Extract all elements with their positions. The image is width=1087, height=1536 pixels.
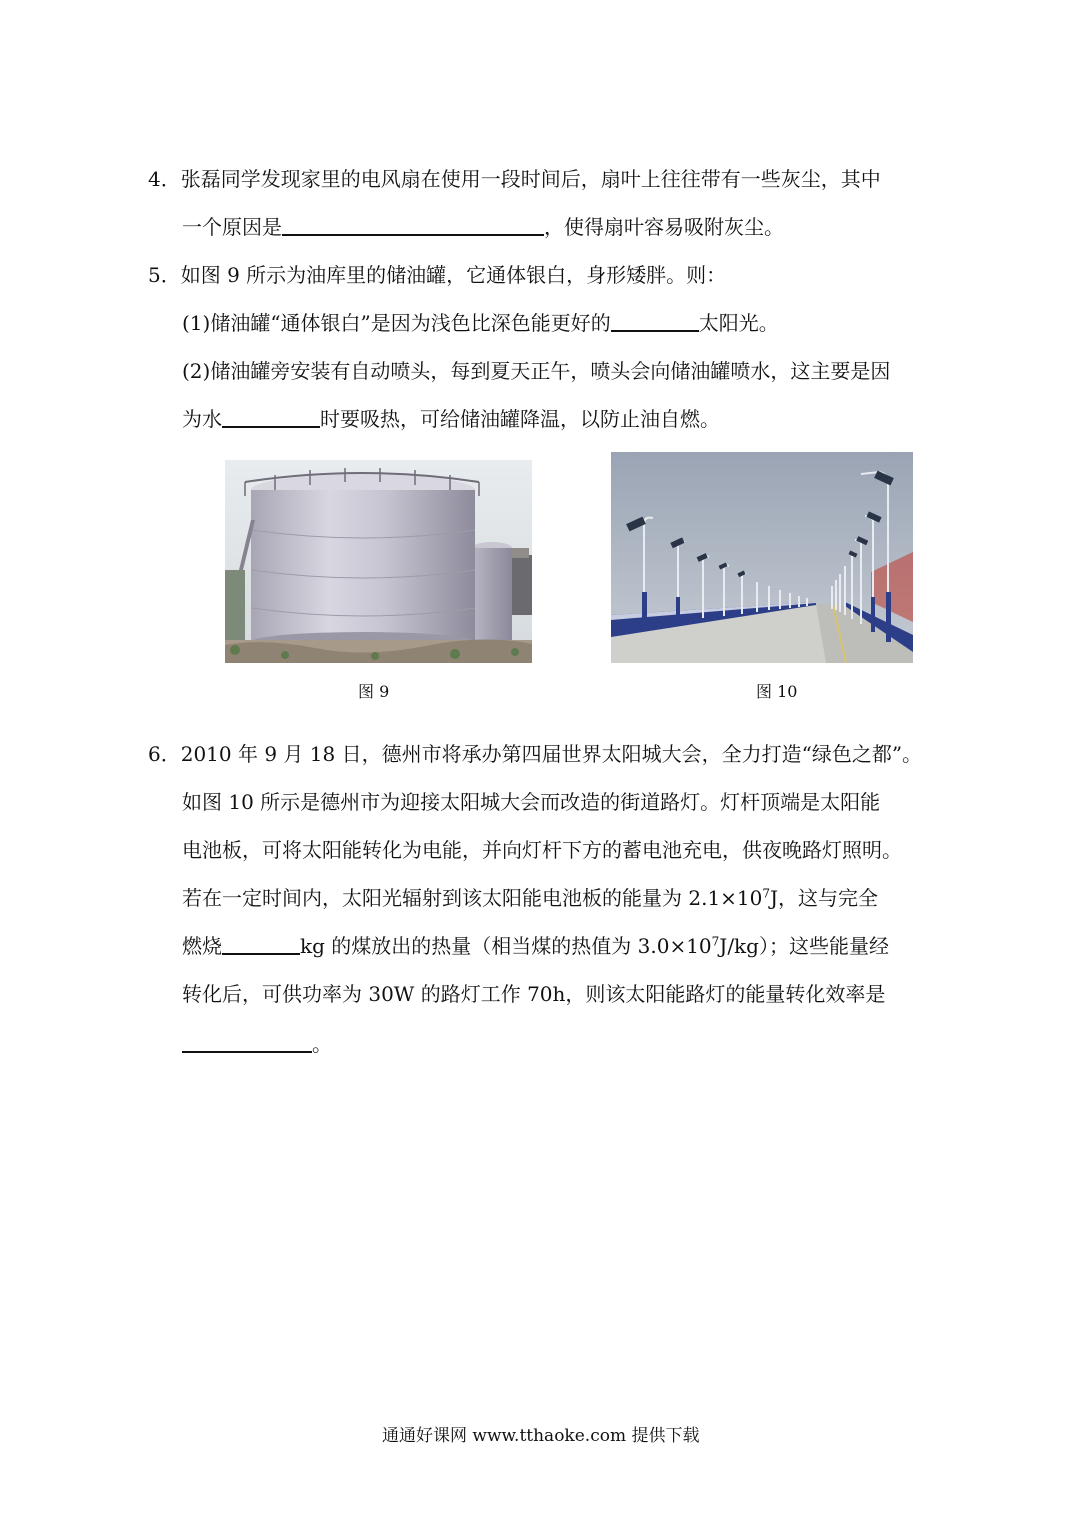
q4-text-1: 张磊同学发现家里的电风扇在使用一段时间后，扇叶上往往带有一些灰尘，其中 xyxy=(180,167,881,191)
q6-mass-blank[interactable] xyxy=(222,933,300,955)
q4-line2 xyxy=(182,213,784,241)
q5-part2-text-2b: 时要吸热，可给储油罐降温，以防止油自燃。 xyxy=(320,407,720,431)
q5-part2-line2 xyxy=(182,405,720,433)
q6-text-4b: J，这与完全 xyxy=(770,886,879,910)
q5-part2-line1 xyxy=(182,357,890,385)
figure-10-solar-street-lights-photo xyxy=(611,452,913,663)
q4-text-2a: 一个原因是 xyxy=(182,215,282,239)
q6-number: 6． xyxy=(148,742,181,766)
q4-number: 4． xyxy=(148,167,181,191)
q6-line6 xyxy=(182,980,885,1008)
q5-intro: 如图 9 所示为油库里的储油罐，它通体银白，身形矮胖。则： xyxy=(180,263,727,287)
q4-answer-blank[interactable] xyxy=(282,214,544,236)
q6-exponent-2: 7 xyxy=(711,934,720,949)
q6-line5 xyxy=(182,932,889,960)
q6-text-3: 电池板，可将太阳能转化为电能，并向灯杆下方的蓄电池充电，供夜晚路灯照明。 xyxy=(182,838,902,862)
q6-text-7: 。 xyxy=(312,1032,332,1056)
figure-10-caption: 图 10 xyxy=(756,682,798,701)
q5-part1-text-a: (1)储油罐“通体银白”是因为浅色比深色能更好的 xyxy=(182,311,611,335)
q5-part1-blank[interactable] xyxy=(611,310,699,332)
q6-line2 xyxy=(182,788,880,816)
q5-number: 5． xyxy=(148,263,181,287)
q6-efficiency-blank[interactable] xyxy=(182,1031,312,1053)
q5-intro-line xyxy=(148,261,726,289)
q6-text-5c: J/kg）；这些能量经 xyxy=(719,934,889,958)
q6-text-5a: 燃烧 xyxy=(182,934,222,958)
q5-part2-text-1: (2)储油罐旁安装有自动喷头，每到夏天正午，喷头会向储油罐喷水，这主要是因 xyxy=(182,359,891,383)
page-footer: 通通好课网 www.tthaoke.com 提供下载 xyxy=(382,1426,700,1446)
q6-line1 xyxy=(148,740,922,768)
q6-text-2: 如图 10 所示是德州市为迎接太阳城大会而改造的街道路灯。灯杆顶端是太阳能 xyxy=(182,790,881,814)
q5-part1 xyxy=(182,309,779,337)
q6-line4 xyxy=(182,884,878,912)
q5-part2-text-2a: 为水 xyxy=(182,407,222,431)
q6-text-1: 2010 年 9 月 18 日，德州市将承办第四届世界太阳城大会，全力打造“绿色之都”。 xyxy=(180,742,923,766)
q6-text-5b: kg 的煤放出的热量（相当煤的热值为 3.0×10 xyxy=(300,934,712,958)
q6-exponent-1: 7 xyxy=(762,886,771,901)
q5-part2-blank[interactable] xyxy=(222,406,320,428)
q5-part1-text-b: 太阳光。 xyxy=(698,311,779,335)
figure-9-oil-tank-photo xyxy=(225,460,532,663)
figure-9-caption: 图 9 xyxy=(358,682,390,701)
q4-line1 xyxy=(148,165,881,193)
q6-line7 xyxy=(182,1030,332,1058)
q6-text-4a: 若在一定时间内，太阳光辐射到该太阳能电池板的能量为 2.1×10 xyxy=(182,886,763,910)
q6-line3 xyxy=(182,836,902,864)
q6-text-6: 转化后，可供功率为 30W 的路灯工作 70h，则该太阳能路灯的能量转化效率是 xyxy=(182,982,886,1006)
q4-text-2b: ，使得扇叶容易吸附灰尘。 xyxy=(544,215,784,239)
